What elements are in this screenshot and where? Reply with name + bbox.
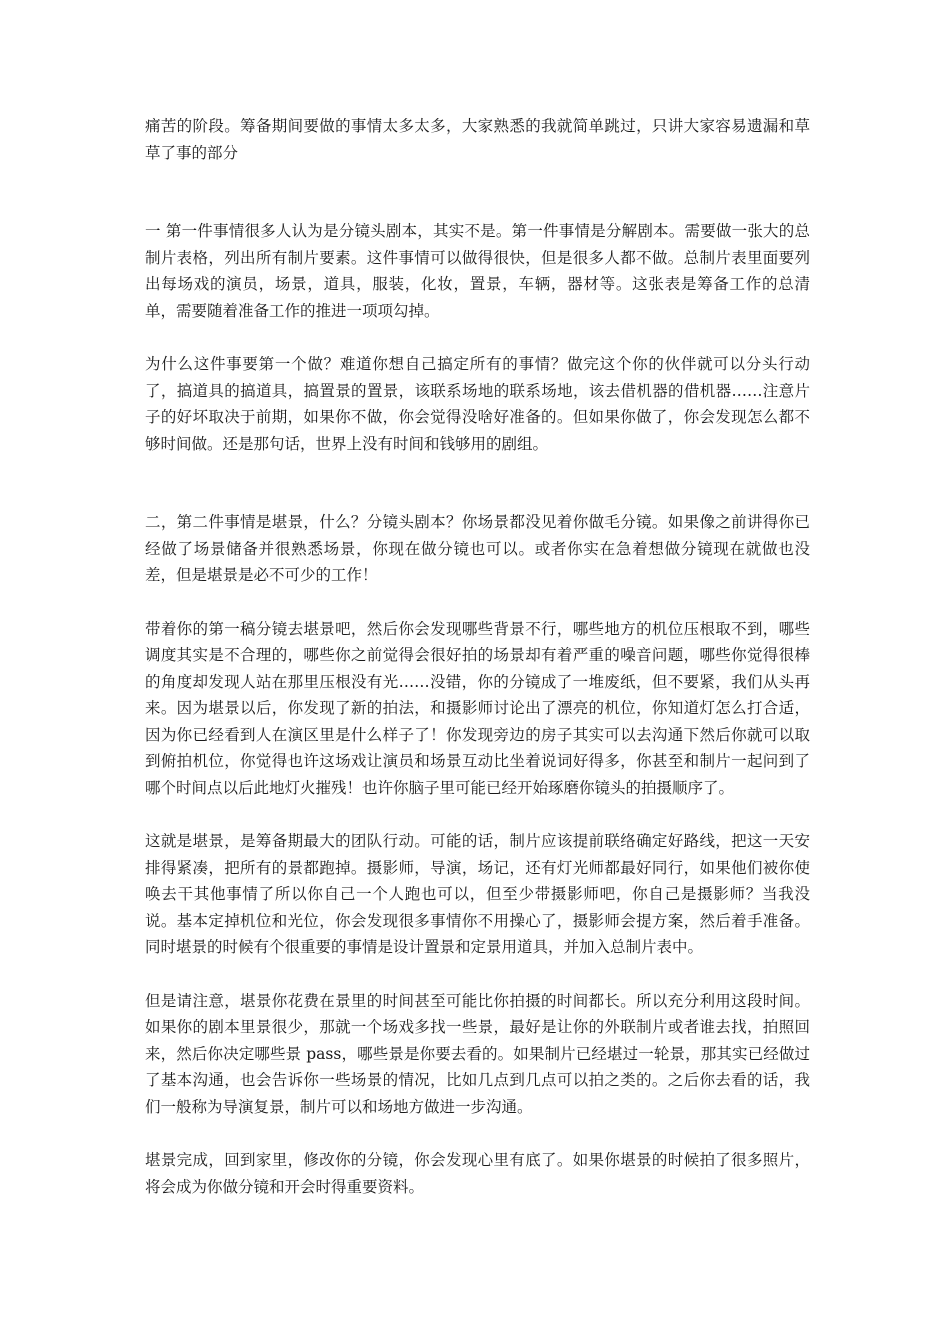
paragraph-intro: 痛苦的阶段。筹备期间要做的事情太多太多，大家熟悉的我就简单跳过，只讲大家容易遗漏和草草了事的部分 <box>145 117 810 162</box>
paragraph-step-two: 二，第二件事情是堪景，什么？分镜头剧本？你场景都没见着你做毛分镜。如果像之前讲得你已经做了场景储备并很熟悉场景，你现在做分镜也可以。或者你实在急着想做分镜现在就做也没差，但是堪景是必不可少的工作！ <box>145 513 810 584</box>
spacer <box>145 457 810 509</box>
spacer <box>145 324 810 351</box>
paragraph-scouting-done: 堪景完成，回到家里，修改你的分镜，你会发现心里有底了。如果你堪景的时候拍了很多照片，将会成为你做分镜和开会时得重要资料。 <box>145 1151 810 1196</box>
spacer <box>145 589 810 616</box>
paragraph-scouting-team: 这就是堪景，是筹备期最大的团队行动。可能的话，制片应该提前联络确定好路线，把这一天安排得紧凑，把所有的景都跑掉。摄影师，导演，场记，还有灯光师都最好同行，如果他们被你使唤去干其他事情了所以你自己一个人跑也可以，但至少带摄影师吧，你自己是摄影师？当我没说。基本定掉机位和光位，你会发现很多事情你不用操心了，摄影师会提方案，然后着手准备。同时堪景的时候有个很重要的事情是设计置景和定景用道具，并加入总制片表中。 <box>145 832 810 956</box>
paragraph-scouting-time: 但是请注意，堪景你花费在景里的时间甚至可能比你拍摄的时间都长。所以充分利用这段时间。如果你的剧本里景很少，那就一个场戏多找一些景，最好是让你的外联制片或者谁去找，拍照回来，然后你决定哪些景 pass，哪些景是你要去看的。如果制片已经堪过一轮景，那其实已经做过了基本沟通，也会告诉你一些场景的情况，比如几点到几点可以拍之类的。之后你去看的话，我们一般称为导演复景，制片可以和场地方做进一步沟通。 <box>145 991 810 1116</box>
paragraph-why-first: 为什么这件事要第一个做？难道你想自己搞定所有的事情？做完这个你的伙伴就可以分头行动了，搞道具的搞道具，搞置景的置景，该联系场地的联系场地，该去借机器的借机器……注意片子的好坏取决于前期，如果你不做，你会觉得没啥好准备的。但如果你做了，你会发现怎么都不够时间做。还是那句话，世界上没有时间和钱够用的剧组。 <box>145 355 810 453</box>
paragraph-step-one: 一 第一件事情很多人认为是分镜头剧本，其实不是。第一件事情是分解剧本。需要做一张大的总制片表格，列出所有制片要素。这件事情可以做得很快，但是很多人都不做。总制片表里面要列出每场戏的演员，场景，道具，服装，化妆，置景，车辆，器材等。这张表是筹备工作的总清单，需要随着准备工作的推进一项项勾掉。 <box>145 222 810 320</box>
spacer <box>145 801 810 828</box>
spacer <box>145 166 810 218</box>
spacer <box>145 961 810 988</box>
spacer <box>145 1120 810 1147</box>
document-body <box>145 113 810 1200</box>
paragraph-scouting-detail: 带着你的第一稿分镜去堪景吧，然后你会发现哪些背景不行，哪些地方的机位压根取不到，哪些调度其实是不合理的，哪些你之前觉得会很好拍的场景却有着严重的噪音问题，哪些你觉得很棒的角度却发现人站在那里压根没有光……没错，你的分镜成了一堆废纸，但不要紧，我们从头再来。因为堪景以后，你发现了新的拍法，和摄影师讨论出了漂亮的机位，你知道灯怎么打合适，因为你已经看到人在演区里是什么样子了！你发现旁边的房子其实可以去沟通下然后你就可以取到俯拍机位，你觉得也许这场戏让演员和场景互动比坐着说词好得多，你甚至和制片一起问到了哪个时间点以后此地灯火摧残！也许你脑子里可能已经开始琢磨你镜头的拍摄顺序了。 <box>145 619 810 797</box>
